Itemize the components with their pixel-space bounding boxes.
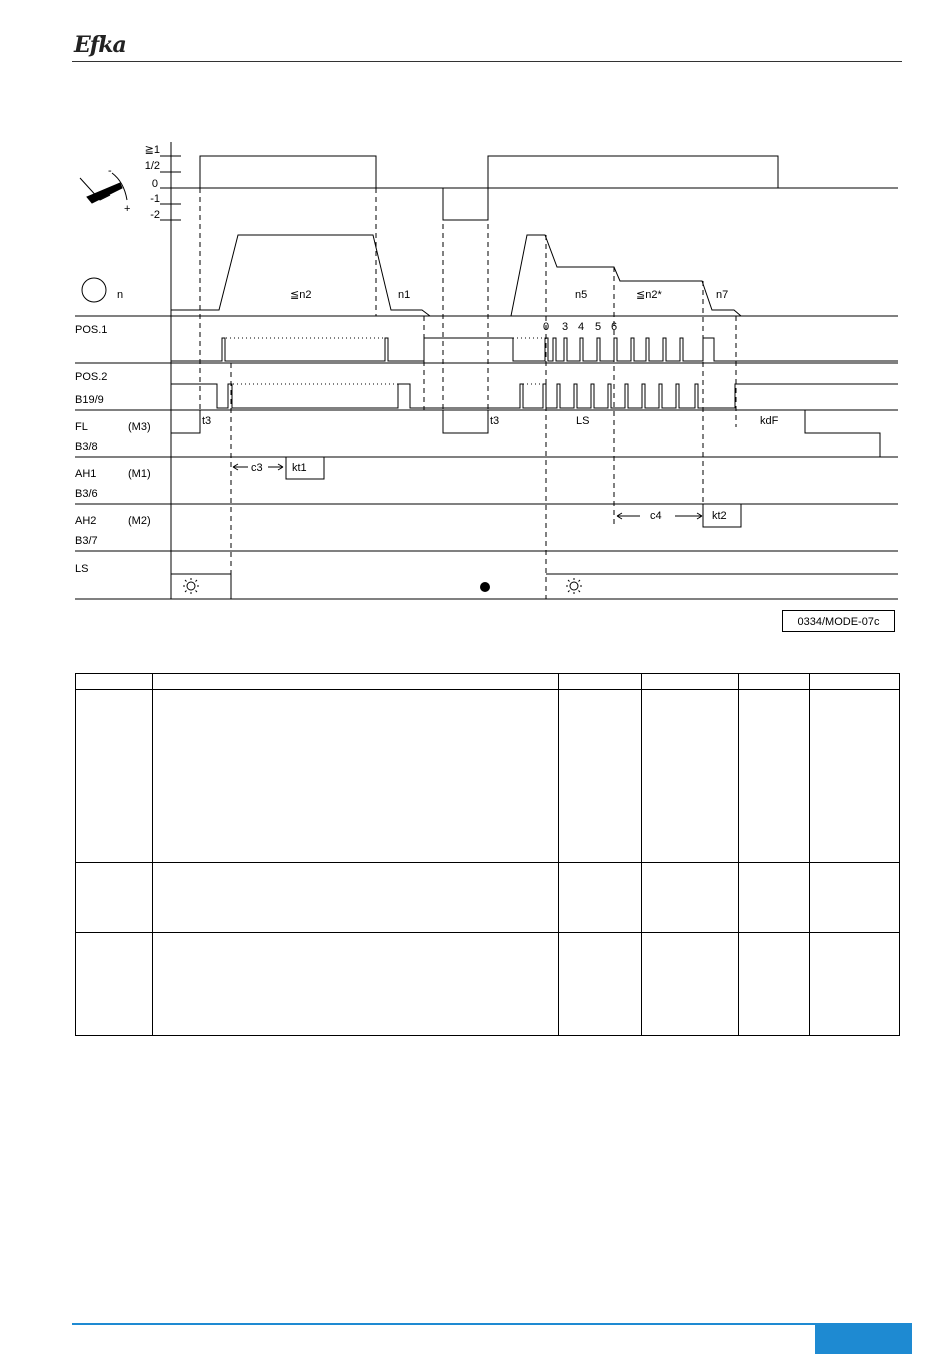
- speed-label-n5: n5: [575, 289, 588, 301]
- pedal-level-half: 1/2: [144, 160, 160, 172]
- timing-label-c3: c3: [251, 462, 263, 474]
- channel-pos2-label: POS.2: [75, 371, 108, 383]
- table-header-cell: [642, 674, 739, 690]
- table-header-row: [76, 674, 900, 690]
- timing-label-kt1: kt1: [292, 462, 307, 474]
- table-header-cell: [76, 674, 153, 690]
- position-number: 3: [562, 321, 569, 333]
- efka-logo: Efka: [74, 32, 126, 58]
- pedal-plus-mark: +: [124, 203, 131, 215]
- timing-label-kdf: kdF: [760, 415, 779, 427]
- speed-label-max-n2-star: ≦n2*: [636, 289, 662, 301]
- pedal-minus-mark: -: [108, 165, 112, 177]
- speed-label-max-n2: ≦n2: [290, 289, 312, 301]
- channel-ah1-label: AH1: [75, 468, 97, 480]
- table-row: [76, 863, 900, 933]
- table-row: [76, 690, 900, 863]
- light-on-icon: [566, 578, 582, 594]
- figure-reference: 0334/MODE-07c: [782, 610, 895, 632]
- page-number-tab: [815, 1325, 912, 1354]
- channel-fl-label: FL: [75, 421, 88, 433]
- speed-symbol: n: [117, 289, 124, 301]
- channel-pos2-sublabel: B19/9: [75, 394, 104, 406]
- timing-label-c4: c4: [650, 510, 662, 522]
- table-row: [76, 933, 900, 1036]
- speed-label-n1: n1: [398, 289, 411, 301]
- position-number: 4: [578, 321, 585, 333]
- channel-ah1-mode: (M1): [128, 468, 151, 480]
- timing-label-ls: LS: [576, 415, 590, 427]
- timing-label-kt2: kt2: [712, 510, 727, 522]
- table-header-cell: [559, 674, 642, 690]
- speed-label-n7: n7: [716, 289, 729, 301]
- channel-ah2-mode: (M2): [128, 515, 151, 527]
- timing-diagram: [0, 0, 950, 660]
- channel-ah2-sublabel: B3/7: [75, 535, 98, 547]
- timing-label-t3: t3: [202, 415, 212, 427]
- timing-label-t3: t3: [490, 415, 500, 427]
- table-header-cell: [810, 674, 900, 690]
- position-number: 6: [611, 321, 618, 333]
- position-number: 5: [595, 321, 602, 333]
- table-header-cell: [739, 674, 810, 690]
- pedal-level-zero: 0: [151, 178, 158, 190]
- channel-fl-mode: (M3): [128, 421, 151, 433]
- footer-rule: [72, 1323, 912, 1325]
- channel-ah2-label: AH2: [75, 515, 97, 527]
- light-on-icon: [183, 578, 199, 594]
- pedal-level-minus1: -1: [150, 193, 160, 205]
- channel-pos1-label: POS.1: [75, 324, 108, 336]
- channel-fl-sublabel: B3/8: [75, 441, 98, 453]
- parameter-table: [75, 673, 900, 1036]
- light-off-icon: [480, 582, 490, 592]
- pedal-level-minus2: -2: [150, 209, 160, 221]
- table-header-cell: [153, 674, 559, 690]
- pedal-level-full: ≧1: [144, 144, 160, 156]
- channel-ah1-sublabel: B3/6: [75, 488, 98, 500]
- position-number: 0: [543, 321, 550, 333]
- channel-ls-label: LS: [75, 563, 89, 575]
